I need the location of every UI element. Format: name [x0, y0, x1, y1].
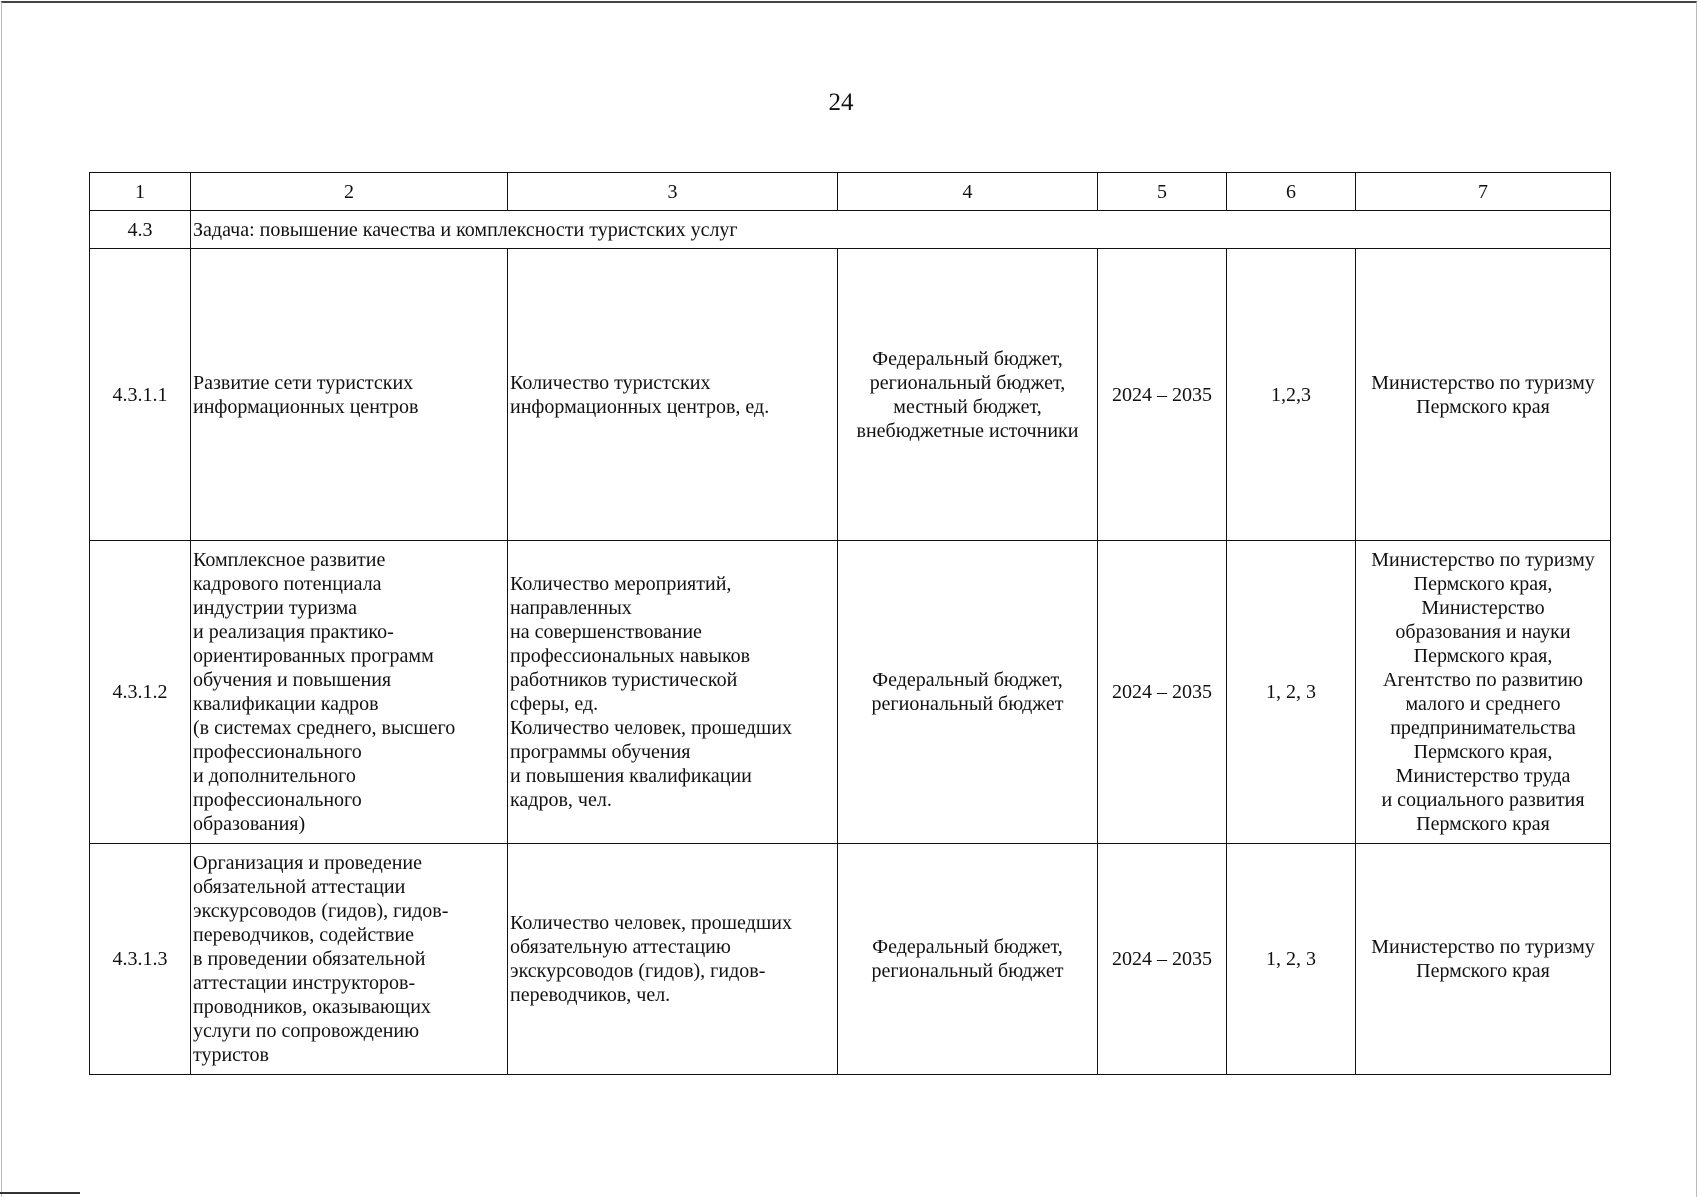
stages-cell: 1, 2, 3 — [1227, 541, 1356, 844]
row-number: 4.3.1.2 — [90, 541, 191, 844]
stages-cell: 1,2,3 — [1227, 249, 1356, 541]
page-number: 24 — [828, 89, 854, 116]
task-row — [90, 211, 1611, 249]
header-row — [90, 173, 1611, 211]
period-cell: 2024 – 2035 — [1098, 249, 1227, 541]
header-cell-3: 3 — [508, 173, 838, 211]
task-number: 4.3 — [90, 211, 191, 249]
task-text: Задача: повышение качества и комплексности туристских услуг — [191, 211, 1611, 249]
header-cell-7: 7 — [1356, 173, 1611, 211]
period-cell: 2024 – 2035 — [1098, 844, 1227, 1075]
funding-source-cell: Федеральный бюджет, региональный бюджет, местный бюджет, внебюджетные источники — [838, 249, 1098, 541]
row-number: 4.3.1.1 — [90, 249, 191, 541]
funding-source-cell: Федеральный бюджет, региональный бюджет — [838, 844, 1098, 1075]
header-cell-5: 5 — [1098, 173, 1227, 211]
indicator-cell: Количество мероприятий, направленных на совершенствование профессиональных навыков работников туристической сферы, ед. Количество человек, прошедших программы обучения и повышения квалификации кадров, чел. — [508, 541, 838, 844]
period-cell: 2024 – 2035 — [1098, 541, 1227, 844]
executor-cell: Министерство по туризму Пермского края — [1356, 249, 1611, 541]
measure-cell: Развитие сети туристских информационных центров — [191, 249, 508, 541]
header-cell-6: 6 — [1227, 173, 1356, 211]
indicator-cell: Количество человек, прошедших обязательную аттестацию экскурсоводов (гидов), гидов- переводчиков, чел. — [508, 844, 838, 1075]
executor-cell: Министерство по туризму Пермского края, Министерство образования и науки Пермского края, Агентство по развитию малого и среднего предпринимательства Пермского края, Министерство труда и социального развития Пермского края — [1356, 541, 1611, 844]
executor-cell: Министерство по туризму Пермского края — [1356, 844, 1611, 1075]
scan-edge-line — [0, 1192, 80, 1194]
row-number: 4.3.1.3 — [90, 844, 191, 1075]
header-cell-1: 1 — [90, 173, 191, 211]
table-row — [90, 541, 1611, 844]
indicator-cell: Количество туристских информационных центров, ед. — [508, 249, 838, 541]
stages-cell: 1, 2, 3 — [1227, 844, 1356, 1075]
measures-table — [89, 172, 1611, 1075]
table-row — [90, 844, 1611, 1075]
header-cell-4: 4 — [838, 173, 1098, 211]
funding-source-cell: Федеральный бюджет, региональный бюджет — [838, 541, 1098, 844]
table-row — [90, 249, 1611, 541]
measure-cell: Комплексное развитие кадрового потенциала индустрии туризма и реализация практико- ориентированных программ обучения и повышения квалификации кадров (в системах среднего, высшего профессионального и дополнительного профессионального образования) — [191, 541, 508, 844]
header-cell-2: 2 — [191, 173, 508, 211]
measure-cell: Организация и проведение обязательной аттестации экскурсоводов (гидов), гидов- переводчиков, содействие в проведении обязательной аттестации инструкторов- проводников, оказывающих услуги по сопровождению туристов — [191, 844, 508, 1075]
